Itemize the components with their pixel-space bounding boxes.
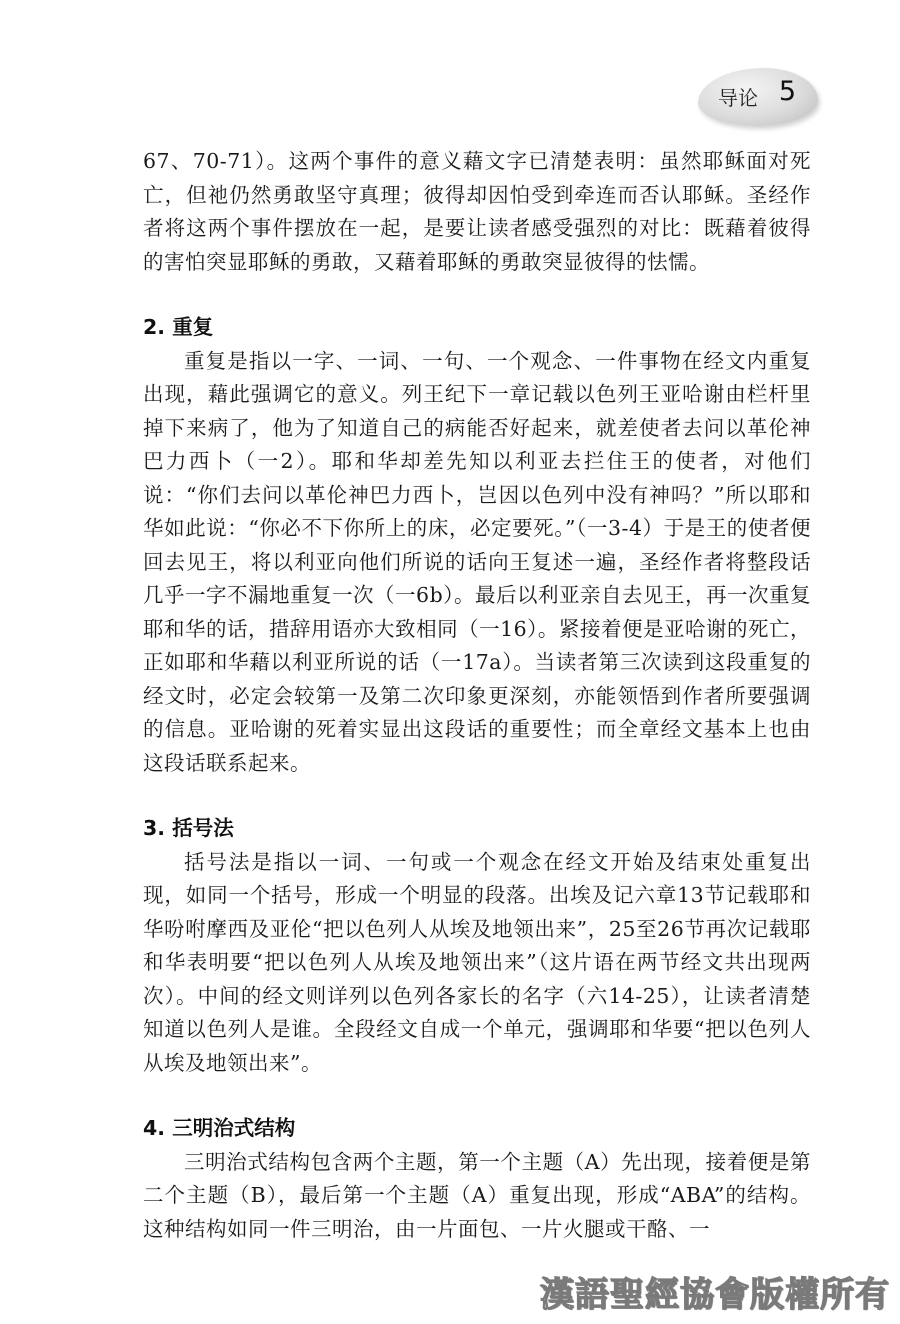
section-heading: 3. 括号法 (143, 816, 234, 840)
section-bracketing (143, 812, 811, 1080)
section-paragraph: 括号法是指以一词、一句或一个观念在经文开始及结束处重复出现，如同一个括号，形成一个明显的段落。出埃及记六章13节记载耶和华吩咐摩西及亚伦“把以色列人从埃及地领出来”，25至26节再次记载耶和华表明要“把以色列人从埃及地领出来”（这片语在两节经文共出现两次）。中间的经文则详列以色列各家长的名字（六14-25），让读者清楚知道以色列人是谁。全段经文自成一个单元，强调耶和华要“把以色列人从埃及地领出来”。 (143, 849, 811, 1075)
section-paragraph: 重复是指以一字、一词、一句、一个观念、一件事物在经文内重复出现，藉此强调它的意义。列王纪下一章记载以色列王亚哈谢由栏杆里掉下来病了，他为了知道自己的病能否好起来，就差使者去问以革伦神巴力西卜（一2）。耶和华却差先知以利亚去拦住王的使者，对他们说：“你们去问以革伦神巴力西卜，岂因以色列中没有神吗？”所以耶和华如此说：“你必不下你所上的床，必定要死。”（一3-4）于是王的使者便回去见王，将以利亚向他们所说的话向王复述一遍，圣经作者将整段话几乎一字不漏地重复一次（一6b）。最后以利亚亲自去见王，再一次重复耶和华的话，措辞用语亦大致相同（一16）。紧接着便是亚哈谢的死亡，正如耶和华藉以利亚所说的话（一17a）。当读者第三次读到这段重复的经文时，必定会较第一及第二次印象更深刻，亦能领悟到作者所要强调的信息。亚哈谢的死着实显出这段话的重要性；而全章经文基本上也由这段话联系起来。 (143, 348, 811, 775)
pebble-ornament (698, 68, 818, 126)
section-sandwich-structure (143, 1112, 811, 1246)
section-heading: 2. 重复 (143, 315, 214, 339)
section-paragraph: 三明治式结构包含两个主题，第一个主题（A）先出现，接着便是第二个主题（B），最后第一个主题（A）重复出现，形成“ABA”的结构。这种结构如同一件三明治，由一片面包、一片火腿或干酪、一 (143, 1149, 811, 1241)
running-header (638, 68, 818, 128)
page-body (143, 145, 811, 1246)
copyright-watermark: 漢語聖經協會版權所有 (540, 1275, 890, 1315)
section-label: 导论 (718, 86, 758, 110)
section-repetition (143, 311, 811, 780)
page-number: 5 (778, 76, 796, 107)
opening-paragraph: 67、70-71）。这两个事件的意义藉文字已清楚表明：虽然耶稣面对死亡，但祂仍然勇敢坚守真理；彼得却因怕受到牵连而否认耶稣。圣经作者将这两个事件摆放在一起，是要让读者感受强烈的对比：既藉着彼得的害怕突显耶稣的勇敢，又藉着耶稣的勇敢突显彼得的怯懦。 (143, 149, 811, 274)
section-heading: 4. 三明治式结构 (143, 1116, 296, 1140)
